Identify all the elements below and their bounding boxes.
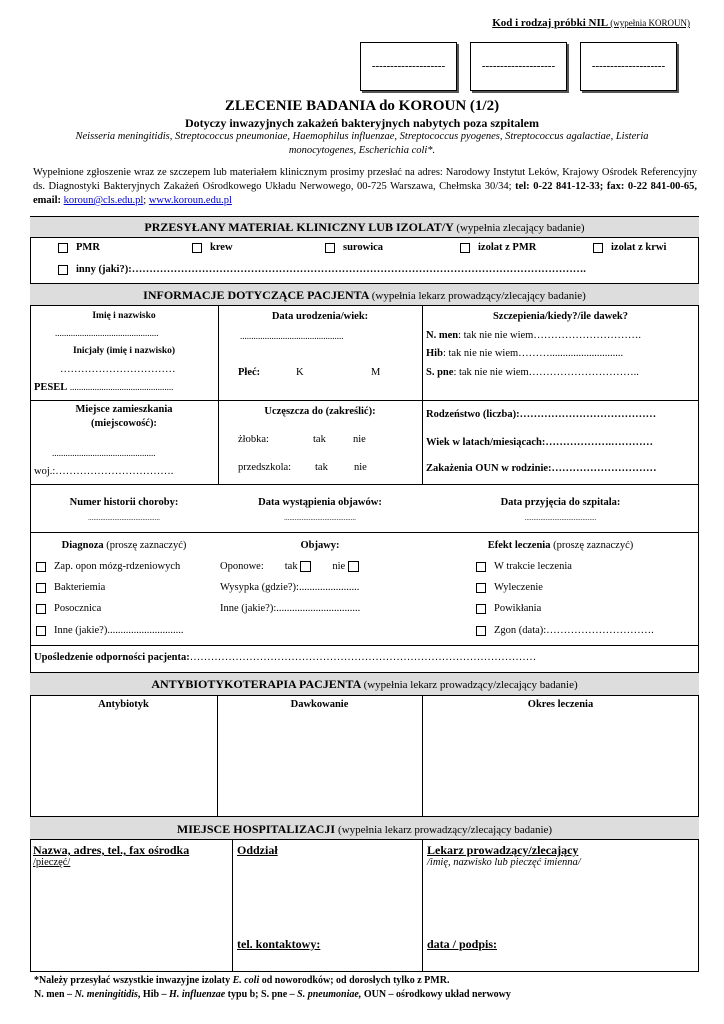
intro-paragraph: Wypełnione zgłoszenie wraz ze szczepem lub materiałem klinicznym prosimy przesłać na adres: Narodowy Instytut Leków, Krajowy Ośrodek Referencyjny ds. Diagnostyki Bakteryjnych Zakażeń Ośrodkowego Układu Nerwowego, 00-725 Warszawa, Chełmska 30/34; tel: 0-22 841-12-33; fax: 0-22 841-00-65, email: koroun@cls.edu.pl; www.koroun.edu.pl (33, 167, 698, 206)
checkbox-icon[interactable] (476, 562, 486, 572)
immunodeficiency-field[interactable]: Upośledzenie odporności pacjenta:……………………………………………………………………………………… (34, 652, 537, 663)
sex-label: Płeć: (238, 367, 261, 378)
hospital-section-header: MIEJSCE HOSPITALIZACJI (wypełnia lekarz prowadzący/zlecający badanie) (30, 816, 699, 840)
checkbox-icon[interactable] (36, 562, 46, 572)
initials-field[interactable]: …………………………… (60, 364, 176, 375)
checkbox-icon[interactable] (300, 561, 311, 572)
onset-date-field[interactable]: ......................................... (284, 514, 356, 522)
option-isolate-blood[interactable]: izolat z krwi (593, 242, 666, 253)
pesel-row[interactable]: PESEL .............................................. (34, 382, 174, 393)
page-subtitle: Dotyczy inwazyjnych zakażeń bakteryjnych nabytych poza szpitalem (185, 116, 539, 130)
preschool-no[interactable]: nie (354, 462, 367, 473)
other-symptoms-field[interactable]: Inne (jakie?):................................ (220, 603, 361, 614)
siblings-field[interactable]: Rodzeństwo (liczba):………………………………… (426, 409, 657, 420)
species-list: Neisseria meningitidis, Streptococcus pneumoniae, Haemophilus influenzae, Streptococcus pyogenes, Streptococcus agalactiae, Listeria monocytogenes, Escherichia coli*. (75, 131, 649, 156)
divider (422, 696, 423, 816)
facility-stamp-note: /pieczęć/ (33, 857, 71, 868)
patient-section-header: INFORMACJE DOTYCZĄCE PACJENTA (wypełnia lekarz prowadzący/zlecający badanie) (30, 283, 699, 306)
vaccination-row-spne[interactable]: S. pne: tak nie nie wiem………………………….. (426, 367, 639, 378)
history-number-label: Numer historii choroby: (69, 497, 179, 508)
checkbox-icon[interactable] (476, 626, 486, 636)
diagnosis-label: Diagnoza (proszę zaznaczyć) (61, 540, 187, 551)
sex-option-m[interactable]: M (371, 367, 381, 378)
history-number-field[interactable]: ......................................... (88, 514, 160, 522)
meningeal-symptoms[interactable]: Oponowe: tak nie (220, 561, 367, 572)
checkbox-icon[interactable] (58, 265, 68, 275)
vaccination-label: Szczepienia/kiedy?/ile dawek? (492, 311, 629, 322)
diagnosis-other[interactable]: Inne (jakie?)............................. (36, 625, 183, 636)
checkbox-icon[interactable] (476, 583, 486, 593)
divider (30, 484, 699, 485)
material-section-header: PRZESYŁANY MATERIAŁ KLINICZNY LUB IZOLAT/Y (wypełnia zlecający badanie) (30, 216, 699, 238)
column-dosage: Dawkowanie (290, 699, 349, 710)
column-duration: Okres leczenia (527, 699, 594, 710)
outcome-cured[interactable]: Wyleczenie (476, 582, 543, 593)
siblings-ages-field[interactable]: Wiek w latach/miesiącach:……………….………… (426, 437, 654, 448)
checkbox-icon[interactable] (593, 243, 603, 253)
email-link[interactable]: koroun@cls.edu.pl (63, 195, 144, 206)
outcome-ongoing[interactable]: W trakcie leczenia (476, 561, 572, 572)
option-isolate-pmr[interactable]: izolat z PMR (460, 242, 536, 253)
preschool-label: przedszkola: (238, 462, 292, 473)
admission-date-field[interactable]: ......................................... (524, 514, 597, 522)
nursery-no[interactable]: nie (353, 434, 366, 445)
vaccination-row-hib[interactable]: Hib: tak nie nie wiem………............................ (426, 348, 624, 359)
divider (30, 645, 699, 646)
residence-label: Miejsce zamieszkania (75, 404, 173, 415)
divider (422, 306, 423, 484)
option-blood[interactable]: krew (192, 242, 233, 253)
page-title: ZLECENIE BADANIA do KOROUN (1/2) (224, 98, 500, 114)
doctor-note: /imię, nazwisko lub pieczęć imienna/ (427, 857, 581, 868)
sample-code-note: (wypełnia KOROUN) (610, 18, 690, 28)
antibiotics-section-header: ANTYBIOTYKOTERAPIA PACJENTA (wypełnia lekarz prowadzący/zlecający badanie) (30, 672, 699, 696)
sex-option-k[interactable]: K (296, 367, 304, 378)
outcome-label: Efekt leczenia (proszę zaznaczyć) (487, 540, 634, 551)
divider (232, 840, 233, 972)
checkbox-icon[interactable] (476, 604, 486, 614)
rash-field[interactable]: Wysypka (gdzie?):....................... (220, 582, 360, 593)
residence-label-2: (miejscowość): (91, 418, 157, 429)
symptoms-label: Objawy: (300, 540, 340, 551)
checkbox-icon[interactable] (58, 243, 68, 253)
divider (30, 400, 699, 401)
divider (422, 840, 423, 972)
footnote-abbreviations: N. men – N. meningitidis, Hib – H. influenzae typu b; S. pne – S. pneumoniae, OUN – ośrodkowy układ nerwowy (34, 989, 511, 1000)
dob-field[interactable]: .............................................. (240, 331, 344, 341)
divider (217, 696, 218, 816)
cns-family-field[interactable]: Zakażenia OUN w rodzinie:………………………… (426, 463, 657, 474)
name-field[interactable]: .............................................. (55, 328, 159, 338)
name-label: Imię i nazwisko (92, 311, 156, 321)
voivodeship-field[interactable]: woj.:……………………………. (34, 466, 174, 477)
column-antibiotic: Antybiotyk (98, 699, 149, 710)
option-other[interactable]: inny (jaki?):…………………………………………………………………………………………………………………. (58, 264, 586, 275)
dob-label: Data urodzenia/wiek: (271, 311, 369, 322)
vaccination-row-nmen[interactable]: N. men: tak nie nie wiem…………………………. (426, 330, 641, 341)
checkbox-icon[interactable] (348, 561, 359, 572)
initials-label: Inicjały (imię i nazwisko) (72, 346, 176, 356)
phone-number: tel: 0-22 841-12-33; (515, 181, 604, 192)
website-link[interactable]: www.koroun.edu.pl (148, 195, 232, 206)
onset-date-label: Data wystąpienia objawów: (258, 497, 382, 508)
option-pmr[interactable]: PMR (58, 242, 100, 253)
option-serum[interactable]: surowica (325, 242, 383, 253)
checkbox-icon[interactable] (36, 583, 46, 593)
checkbox-icon[interactable] (36, 626, 46, 636)
nursery-yes[interactable]: tak (313, 434, 326, 445)
outcome-complications[interactable]: Powikłania (476, 603, 541, 614)
preschool-yes[interactable]: tak (315, 462, 328, 473)
date-signature-label: data / podpis: (427, 937, 498, 951)
contact-phone-label: tel. kontaktowy: (237, 937, 321, 951)
sample-code-box-2[interactable]: -------------------- (470, 42, 567, 91)
checkbox-icon[interactable] (192, 243, 202, 253)
admission-date-label: Data przyjęcia do szpitala: (500, 497, 621, 508)
ward-label: Oddział (237, 843, 278, 857)
divider (218, 306, 219, 484)
diagnosis-sepsis[interactable]: Posocznica (36, 603, 101, 614)
sample-code-box-1[interactable]: -------------------- (360, 42, 457, 91)
diagnosis-bacteremia[interactable]: Bakteriemia (36, 582, 105, 593)
footnote-ecoli: *Należy przesyłać wszystkie inwazyjne izolaty E. coli od noworodków; od dorosłych tylko z PMR. (34, 975, 450, 986)
attends-label: Uczęszcza do (zakreślić): (264, 406, 376, 417)
sample-code-box-3[interactable]: -------------------- (580, 42, 677, 91)
divider (30, 532, 699, 533)
outcome-death[interactable]: Zgon (data):…………………………. (476, 625, 654, 636)
checkbox-icon[interactable] (36, 604, 46, 614)
diagnosis-meningitis[interactable]: Zap. opon mózg-rdzeniowych (36, 561, 180, 572)
sample-code-label: Kod i rodzaj próbki NIL (wypełnia KOROUN) (492, 17, 690, 29)
email-label: email: (33, 195, 61, 206)
facility-label: Nazwa, adres, tel., fax ośrodka (33, 843, 190, 857)
doctor-label: Lekarz prowadzący/zlecający (427, 843, 579, 857)
residence-field[interactable]: .............................................. (52, 448, 156, 458)
checkbox-icon[interactable] (325, 243, 335, 253)
fax-number: fax: 0-22 841-00-65, (606, 181, 698, 192)
nursery-label: żłobka: (238, 434, 269, 445)
checkbox-icon[interactable] (460, 243, 470, 253)
